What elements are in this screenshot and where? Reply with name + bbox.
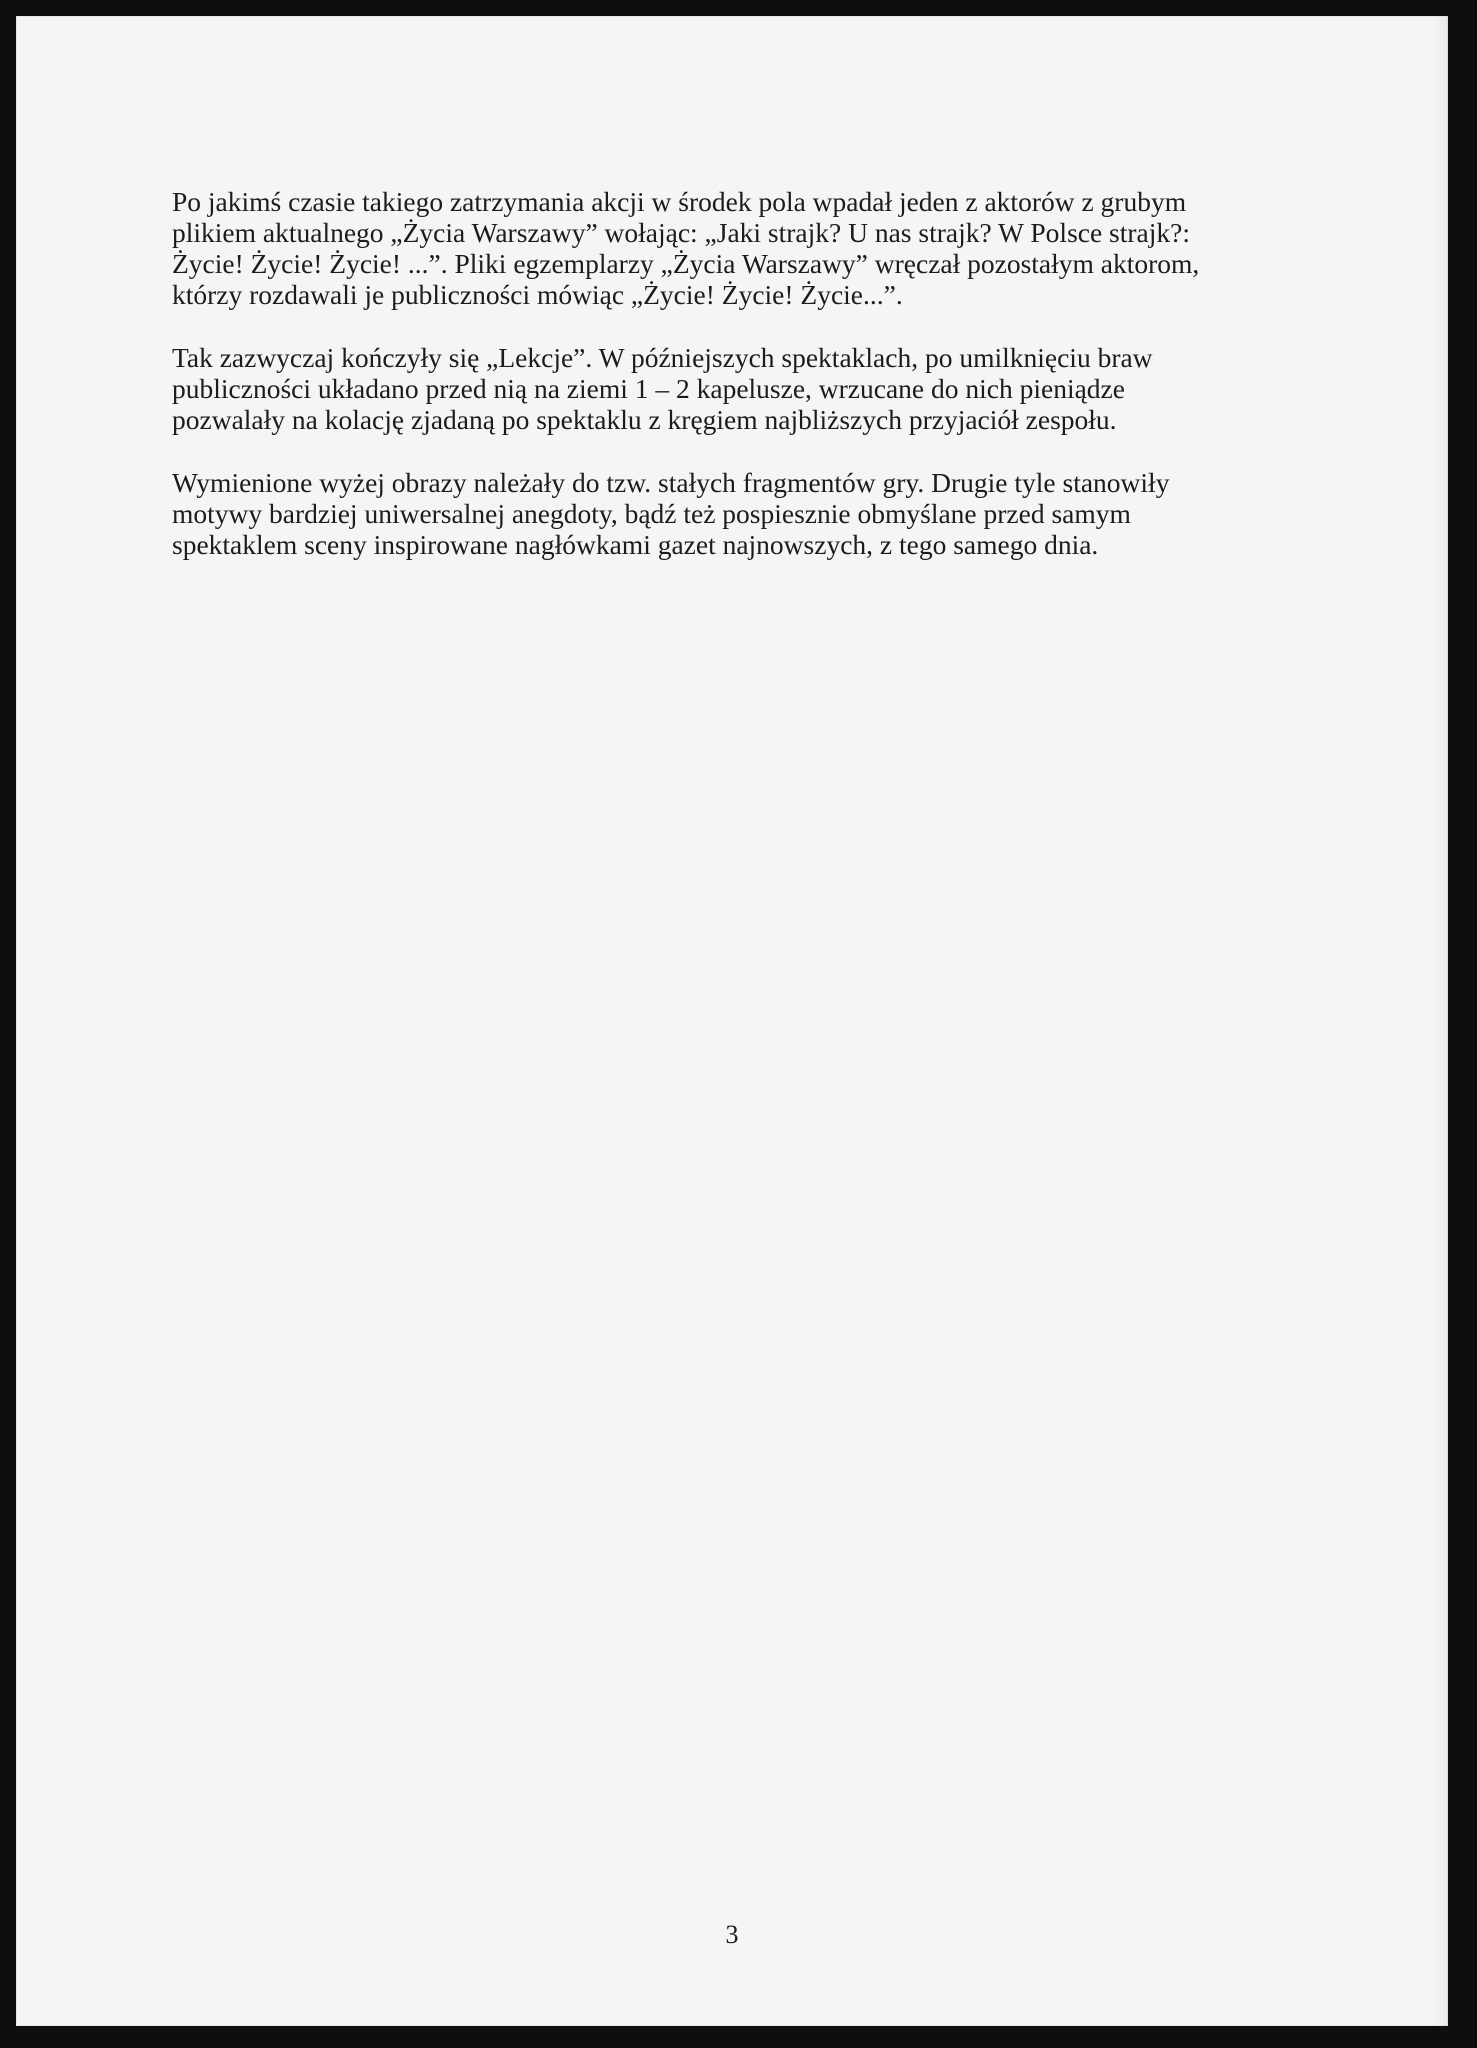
text-line: Wymienione wyżej obrazy należały do tzw. stałych fragmentów gry. Drugie tyle stanowiły (172, 467, 1170, 498)
text-line: motywy bardziej uniwersalnej anegdoty, bądź też pospiesznie obmyślane przed samym (172, 498, 1131, 529)
document-page (16, 16, 1448, 2026)
text-line: którzy rozdawali je publiczności mówiąc „Życie! Życie! Życie...”. (172, 279, 903, 310)
text-line: plikiem aktualnego „Życia Warszawy” wołając: „Jaki strajk? U nas strajk? W Polsce strajk?: (172, 217, 1190, 248)
text-line: Życie! Życie! Życie! ...”. Pliki egzemplarzy „Życia Warszawy” wręczał pozostałym aktorom, (172, 248, 1200, 279)
text-line: pozwalały na kolację zjadaną po spektaklu z kręgiem najbliższych przyjaciół zespołu. (172, 404, 1117, 435)
paragraph-2 (172, 342, 1282, 435)
paragraph-3 (172, 467, 1282, 560)
paragraph-1 (172, 186, 1282, 310)
body-text (172, 186, 1282, 592)
text-line: Tak zazwyczaj kończyły się „Lekcje”. W późniejszych spektaklach, po umilknięciu braw (172, 342, 1153, 373)
text-line: Po jakimś czasie takiego zatrzymania akcji w środek pola wpadał jeden z aktorów z grubym (172, 186, 1187, 217)
text-line: publiczności układano przed nią na ziemi 1 – 2 kapelusze, wrzucane do nich pieniądze (172, 373, 1125, 404)
page-number: 3 (725, 1920, 739, 1949)
text-line: spektaklem sceny inspirowane nagłówkami gazet najnowszych, z tego samego dnia. (172, 529, 1099, 560)
